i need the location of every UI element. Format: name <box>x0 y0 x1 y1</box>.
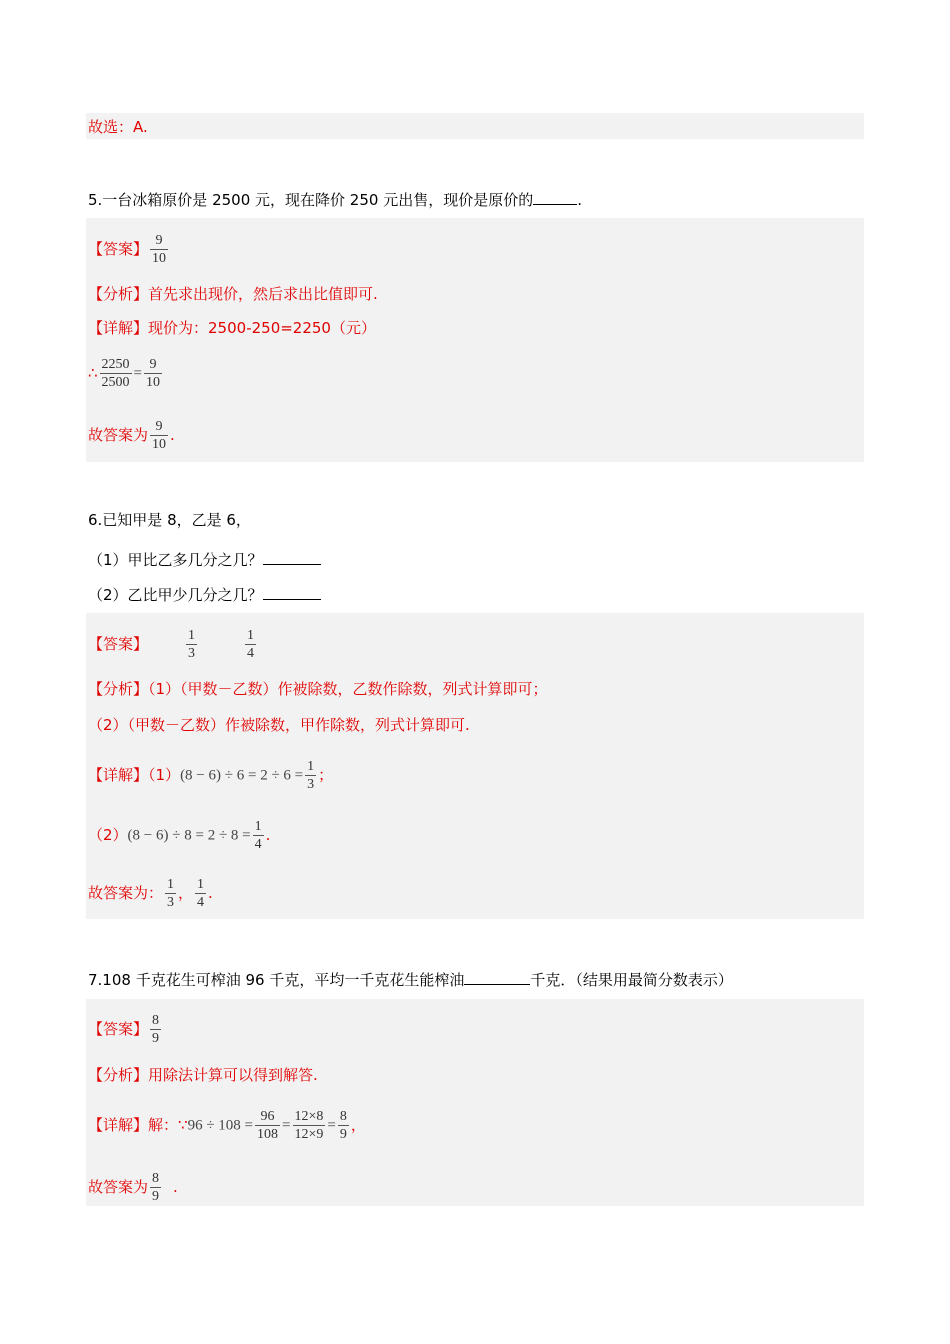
q6-sub2-blank <box>263 583 321 600</box>
q6-detail1-end: ； <box>318 766 334 784</box>
q7-answer-label: 【答案】 <box>88 1020 149 1038</box>
q6-final-text: 故答案为： <box>88 884 164 902</box>
q7-final <box>88 1170 178 1205</box>
q6-detail2-expr: (8 − 6) ÷ 8 = 2 ÷ 8 = <box>127 827 251 844</box>
q6-detail-1 <box>88 758 333 793</box>
q6-detail1-den: 3 <box>307 777 315 792</box>
q7-detail <box>88 1108 366 1143</box>
q7-question-end: 千克．（结果用最简分数表示） <box>530 971 733 989</box>
q6-answer <box>88 627 258 662</box>
q7-question <box>88 968 733 990</box>
q7-fraction-3 <box>338 1108 349 1143</box>
q5-blank <box>533 188 577 205</box>
q6-detail1-fraction <box>305 758 316 793</box>
q6-ans1-num: 1 <box>188 628 196 643</box>
q7-f2-num: 12×8 <box>294 1109 324 1124</box>
q6-sub1-text: （1）甲比乙多几分之几？ <box>88 551 263 569</box>
q6-sub2 <box>88 583 321 605</box>
q7-answer <box>88 1012 163 1047</box>
q5-final-num: 9 <box>155 419 163 434</box>
q6-final-num1: 1 <box>167 877 175 892</box>
q6-detail1-prefix: （1） <box>148 766 181 784</box>
q5-final-text: 故答案为 <box>88 426 149 444</box>
q5-detail <box>88 318 376 338</box>
q5-analysis <box>88 284 378 304</box>
q6-analysis-2: （2）（甲数－乙数）作被除数，甲作除数，列式计算即可. <box>88 716 470 734</box>
q6-detail2-fraction <box>253 818 264 853</box>
q5-final-end: . <box>170 426 175 444</box>
q7-detail-label: 【详解】 <box>88 1116 149 1134</box>
q6-detail2-prefix: （2） <box>88 826 128 844</box>
q6-final-sep: ， <box>178 884 194 902</box>
q6-detail-label: 【详解】 <box>88 766 149 784</box>
q6-detail-2 <box>88 818 270 853</box>
q6-ans2-num: 1 <box>247 628 255 643</box>
q5-answer-label: 【答案】 <box>88 240 149 258</box>
q5-detail-label: 【详解】 <box>88 319 149 337</box>
q5-therefore: ∴ <box>88 364 98 382</box>
q6-final-fraction-1 <box>165 876 176 911</box>
q7-eq1: = <box>282 1117 291 1134</box>
q5-question <box>88 188 582 210</box>
q7-analysis-text: 用除法计算可以得到解答. <box>148 1066 318 1084</box>
q6-answer-fraction-2 <box>245 627 256 662</box>
q7-f1-num: 96 <box>260 1109 275 1124</box>
q7-answer-den: 9 <box>152 1031 160 1046</box>
q6-detail2-num: 1 <box>254 819 262 834</box>
q5-answer-fraction <box>150 232 168 267</box>
q5-calc-fraction-1 <box>100 356 132 391</box>
q7-question-text: 7.108 千克花生可榨油 96 千克，平均一千克花生能榨油 <box>88 971 465 989</box>
q5-calc-num1: 2250 <box>101 357 130 372</box>
q7-final-num: 8 <box>152 1171 160 1186</box>
q5-detail-text: 现价为：2500-250=2250（元） <box>148 319 376 337</box>
q6-question: 6.已知甲是 8，乙是 6， <box>88 511 251 529</box>
q7-analysis <box>88 1065 318 1085</box>
q6-detail1-expr: (8 − 6) ÷ 6 = 2 ÷ 6 = <box>180 767 304 784</box>
q6-final-fraction-2 <box>195 876 206 911</box>
q5-answer <box>88 232 170 267</box>
q5-answer-den: 10 <box>152 251 167 266</box>
q6-ans2-den: 4 <box>247 646 255 661</box>
q7-detail-end: ， <box>350 1116 366 1134</box>
q6-answer-label: 【答案】 <box>88 635 149 653</box>
q5-question-end: . <box>577 191 582 209</box>
q7-final-fraction <box>150 1170 161 1205</box>
q6-final-den2: 4 <box>197 895 205 910</box>
q7-fraction-2 <box>293 1108 326 1143</box>
q6-sub1 <box>88 548 321 570</box>
q5-calc-eq: = <box>133 365 143 382</box>
q7-f3-num: 8 <box>339 1109 347 1124</box>
q7-eq2: = <box>327 1117 336 1134</box>
q7-because: ∵ <box>178 1116 188 1134</box>
q7-f1-den: 108 <box>257 1127 279 1142</box>
q5-question-text: 5.一台冰箱原价是 2500 元，现在降价 250 元出售，现价是原价的 <box>88 191 534 209</box>
q7-fraction-1 <box>255 1108 280 1143</box>
q6-final <box>88 876 213 911</box>
q6-final-den1: 3 <box>167 895 175 910</box>
q7-detail-expr: 96 ÷ 108 = <box>187 1117 254 1134</box>
q6-ans1-den: 3 <box>188 646 196 661</box>
prev-answer-block <box>86 113 864 139</box>
q7-f2-den: 12×9 <box>294 1127 324 1142</box>
q7-answer-fraction <box>150 1012 161 1047</box>
q5-solution-block <box>86 218 864 462</box>
q6-final-end: . <box>208 884 213 902</box>
q6-analysis-label: 【分析】 <box>88 680 149 698</box>
q7-analysis-label: 【分析】 <box>88 1066 149 1084</box>
q6-sub2-text: （2）乙比甲少几分之几？ <box>88 586 263 604</box>
prev-answer-line: 故选：A. <box>88 118 148 136</box>
q7-final-end: . <box>173 1178 178 1196</box>
q5-calc-fraction-2 <box>144 356 162 391</box>
q7-final-text: 故答案为 <box>88 1178 149 1196</box>
q5-final <box>88 418 175 453</box>
q5-answer-num: 9 <box>155 233 163 248</box>
q5-final-den: 10 <box>152 437 167 452</box>
q7-f3-den: 9 <box>339 1127 347 1142</box>
q6-analysis-1 <box>88 679 548 699</box>
q6-detail1-num: 1 <box>307 759 315 774</box>
q6-sub1-blank <box>263 548 321 565</box>
q5-calc-den1: 2500 <box>101 375 130 390</box>
q7-solution-block <box>86 999 864 1206</box>
q6-detail2-end: . <box>265 826 271 844</box>
q6-analysis-text-1: （1）（甲数－乙数）作被除数，乙数作除数，列式计算即可； <box>148 680 548 698</box>
q5-calc-den2: 10 <box>146 375 161 390</box>
q7-blank <box>464 968 530 985</box>
q5-analysis-text: 首先求出现价，然后求出比值即可. <box>148 285 378 303</box>
q6-answer-fraction-1 <box>186 627 197 662</box>
q7-answer-num: 8 <box>152 1013 160 1028</box>
q5-calc <box>88 356 164 391</box>
q5-calc-num2: 9 <box>149 357 157 372</box>
q6-final-num2: 1 <box>197 877 205 892</box>
q5-final-fraction <box>150 418 168 453</box>
q7-final-den: 9 <box>152 1189 160 1204</box>
q7-detail-prefix: 解： <box>148 1116 179 1134</box>
q6-detail2-den: 4 <box>254 837 262 852</box>
q5-analysis-label: 【分析】 <box>88 285 149 303</box>
